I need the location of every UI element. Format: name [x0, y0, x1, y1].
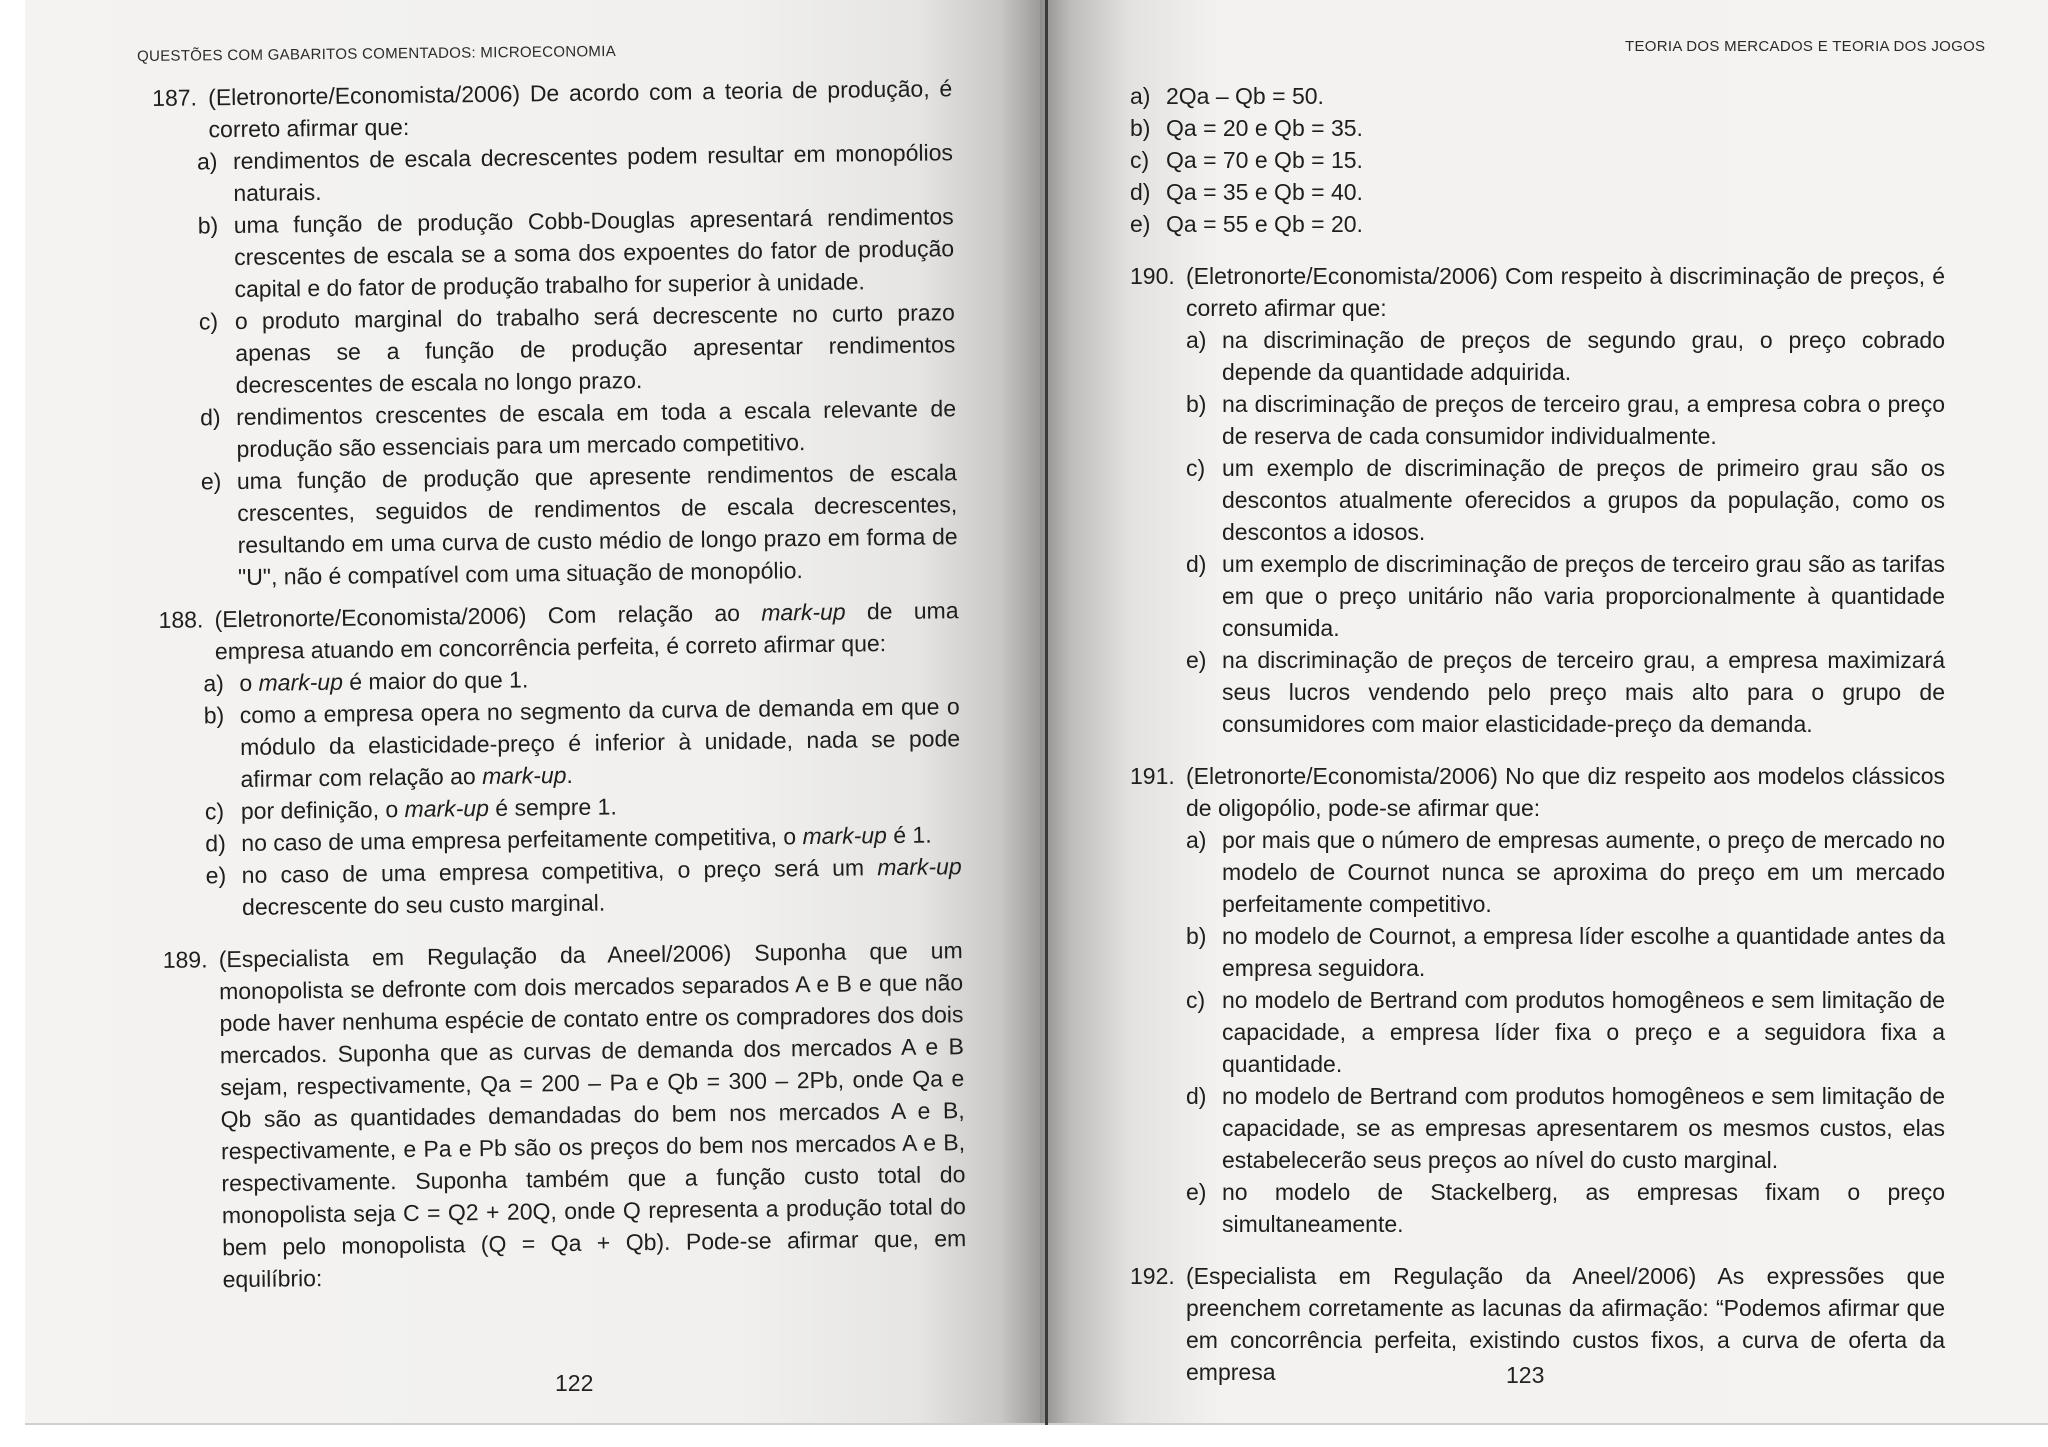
question-stem-part: de uma empresa atuando em concorrência perfeita, é correto afirmar que:	[214, 597, 959, 665]
option-text: na discriminação de preços de terceiro grau, a empresa cobra o preço de reserva de cada consumidor individualmente.	[1222, 391, 1945, 449]
option-text-italic: mark-up	[404, 794, 490, 822]
option-item	[157, 456, 959, 594]
option-item	[153, 136, 954, 210]
left-column	[152, 72, 967, 1296]
option-item	[1186, 824, 1945, 920]
question-stem-part: (Eletronorte/Economista/2006) Com relação ao	[214, 599, 762, 633]
option-label: c)	[204, 798, 225, 825]
option-text: uma função de produção Cobb-Douglas apresentará rendimentos crescentes de escala se a soma dos expoentes do fator de produção capital e do fator de produção trabalho for superior à unidade.	[233, 203, 955, 303]
option-text: rendimentos de escala decrescentes podem resultar em monopólios naturais.	[232, 139, 954, 207]
left-page-number: 122	[555, 1370, 594, 1396]
option-text: por definição, o	[240, 795, 405, 824]
option-label: b)	[1130, 115, 1151, 141]
option-label: a)	[203, 670, 224, 697]
option-text-italic: mark-up	[877, 853, 962, 881]
option-item	[1186, 548, 1945, 644]
question-stem: (Especialista em Regulação da Aneel/2006) As expressões que preenchem corretamente as lacunas da afirmação: “Podemos afirmar que em concorrência perfeita, existindo custos fixos, a curva de oferta da empresa	[1186, 1263, 1945, 1385]
option-label: e)	[200, 468, 222, 495]
option-item	[1186, 1080, 1945, 1176]
option-label: c)	[198, 308, 219, 335]
question-stem: (Especialista em Regulação da Aneel/2006) Suponha que um monopolista se defronte com dois mercados separados A e B e que não pode haver nenhuma espécie de contato entre os compradores dos dois mercados. Suponha que as curvas de demanda dos mercados A e B sejam, respectivamente, Qa = 200 – Pa e Qb = 300 – 2Pb, onde Qa e Qb são as quantidades demandadas do bem nos mercados A e B, respectivamente, e Pa e Pb são os preços do bem nos mercados A e B, respectivamente. Suponha também que a função custo total do monopolista seja C = Q2 + 20Q, onde Q representa a produção total do bem pelo monopolista (Q = Qa + Qb). Pode-se afirmar que, em equilíbrio:	[218, 937, 967, 1293]
options-list-188	[159, 658, 962, 924]
option-text: Qa = 35 e Qb = 40.	[1166, 179, 1363, 205]
option-item	[1130, 80, 1945, 112]
question-number: 189.	[162, 946, 208, 973]
question-stem: (Eletronorte/Economista/2006) De acordo com a teoria de produção, é correto afirmar que:	[208, 75, 953, 143]
option-text: Qa = 70 e Qb = 15.	[1166, 147, 1363, 173]
option-label: e)	[1130, 211, 1151, 237]
option-item	[1130, 144, 1945, 176]
option-item	[155, 296, 956, 402]
question-number: 192.	[1130, 1263, 1175, 1289]
options-list-191	[1130, 824, 1945, 1240]
option-text: no modelo de Bertrand com produtos homogêneos e sem limitação de capacidade, se as empresas apresentarem os mesmos custos, elas estabelecerão seus preços ao nível do custo marginal.	[1222, 1083, 1945, 1173]
option-text-italic: mark-up	[258, 668, 344, 696]
option-text: na discriminação de preços de segundo grau, o preço cobrado depende da quantidade adquirida.	[1222, 327, 1945, 385]
question-stem: (Eletronorte/Economista/2006) No que diz respeito aos modelos clássicos de oligopólio, pode-se afirmar que:	[1186, 763, 1945, 821]
option-text: como a empresa opera no segmento da curva de demanda em que o módulo da elasticidade-preço é inferior à unidade, nada se pode afirmar com relação ao	[239, 693, 961, 792]
option-text: é 1.	[886, 821, 932, 849]
option-text: uma função de produção que apresente rendimentos de escala crescentes, seguidos de rendimentos de escala decrescentes, resultando em uma curva de custo médio de longo prazo em forma de "U", não é compatível com uma situação de monopólio.	[236, 459, 958, 590]
question-190	[1130, 260, 1945, 324]
option-label: d)	[205, 830, 226, 857]
option-label: e)	[1186, 1179, 1207, 1205]
option-item	[1186, 984, 1945, 1080]
option-label: d)	[1130, 179, 1151, 205]
option-text: decrescente do seu custo marginal.	[241, 889, 606, 920]
option-item	[1186, 388, 1945, 452]
option-text: Qa = 55 e Qb = 20.	[1166, 211, 1363, 237]
option-item	[1186, 644, 1945, 740]
right-page-number: 123	[1506, 1362, 1545, 1388]
option-text: no caso de uma empresa competitiva, o preço será um	[241, 854, 878, 888]
option-label: c)	[1130, 147, 1150, 173]
question-188	[158, 594, 959, 668]
option-text: é sempre 1.	[488, 793, 617, 821]
option-text: um exemplo de discriminação de preços de primeiro grau são os descontos atualmente oferecidos a grupos da população, como os descontos a idosos.	[1222, 455, 1945, 545]
option-item	[1186, 452, 1945, 548]
option-item	[1186, 324, 1945, 388]
option-item	[1130, 208, 1945, 240]
question-stem: (Eletronorte/Economista/2006) Com respeito à discriminação de preços, é correto afirmar que:	[1186, 263, 1945, 321]
question-189	[163, 934, 967, 1296]
option-label: b)	[1186, 391, 1207, 417]
question-number: 187.	[152, 84, 198, 111]
option-text: no modelo de Stackelberg, as empresas fixam o preço simultaneamente.	[1222, 1179, 1945, 1237]
option-item	[1186, 1176, 1945, 1240]
option-item	[160, 690, 961, 796]
book-gutter	[1045, 0, 1048, 1425]
option-label: d)	[1186, 551, 1207, 577]
right-column	[1130, 80, 1945, 1388]
option-label: b)	[203, 702, 225, 729]
option-text-italic: mark-up	[481, 761, 567, 790]
option-label: d)	[1186, 1083, 1207, 1109]
option-item	[154, 200, 955, 306]
option-text: o	[239, 669, 259, 696]
option-text: no modelo de Cournot, a empresa líder escolhe a quantidade antes da empresa seguidora.	[1222, 923, 1945, 981]
option-text: por mais que o número de empresas aumente, o preço de mercado no modelo de Cournot nunca se aproxima do preço em um mercado perfeitamente competitivo.	[1222, 827, 1945, 917]
option-text: .	[566, 761, 573, 788]
options-list-189	[1130, 80, 1945, 240]
left-running-head: QUESTÕES COM GABARITOS COMENTADOS: MICROECONOMIA	[137, 42, 617, 65]
option-label: e)	[205, 862, 227, 889]
option-label: a)	[1130, 83, 1151, 109]
option-item	[1130, 176, 1945, 208]
question-187	[152, 72, 953, 146]
option-text-italic: mark-up	[802, 822, 888, 850]
option-text: o produto marginal do trabalho será decrescente no curto prazo apenas se a função de produção apresentar rendimentos decrescentes de escala no longo prazo.	[234, 299, 956, 398]
question-number: 188.	[158, 606, 204, 633]
option-item	[162, 850, 963, 924]
option-label: b)	[1186, 923, 1207, 949]
option-text: no modelo de Bertrand com produtos homogêneos e sem limitação de capacidade, a empresa líder fixa o preço e a seguidora fixa a quantidade.	[1222, 987, 1945, 1077]
right-running-head: TEORIA DOS MERCADOS E TEORIA DOS JOGOS	[1625, 38, 1986, 55]
question-stem-italic: mark-up	[761, 598, 846, 626]
option-label: a)	[196, 148, 218, 175]
option-label: c)	[1186, 455, 1206, 481]
option-label: a)	[1186, 827, 1207, 853]
option-label: a)	[1186, 327, 1207, 353]
option-text: Qa = 20 e Qb = 35.	[1166, 115, 1363, 141]
option-label: b)	[197, 212, 219, 239]
question-number: 191.	[1130, 763, 1175, 789]
option-text: rendimentos crescentes de escala em toda a escala relevante de produção são essenciais para um mercado competitivo.	[235, 395, 957, 462]
option-label: d)	[199, 404, 221, 431]
question-number: 190.	[1130, 263, 1175, 289]
option-text: um exemplo de discriminação de preços de terceiro grau são as tarifas em que o preço unitário não varia proporcionalmente à quantidade consumida.	[1222, 551, 1945, 641]
options-list-190	[1130, 324, 1945, 740]
option-text: é maior do que 1.	[342, 666, 529, 695]
option-item	[1186, 920, 1945, 984]
option-item	[156, 392, 957, 466]
options-list-187	[153, 136, 958, 594]
question-191	[1130, 760, 1945, 824]
option-label: c)	[1186, 987, 1206, 1013]
option-item	[1130, 112, 1945, 144]
option-label: e)	[1186, 647, 1207, 673]
option-text: na discriminação de preços de terceiro grau, a empresa maximizará seus lucros vendendo pelo preço mais alto para o grupo de consumidores com maior elasticidade-preço da demanda.	[1222, 647, 1945, 737]
option-text: no caso de uma empresa perfeitamente competitiva, o	[241, 823, 803, 856]
option-text: 2Qa – Qb = 50.	[1166, 83, 1324, 109]
